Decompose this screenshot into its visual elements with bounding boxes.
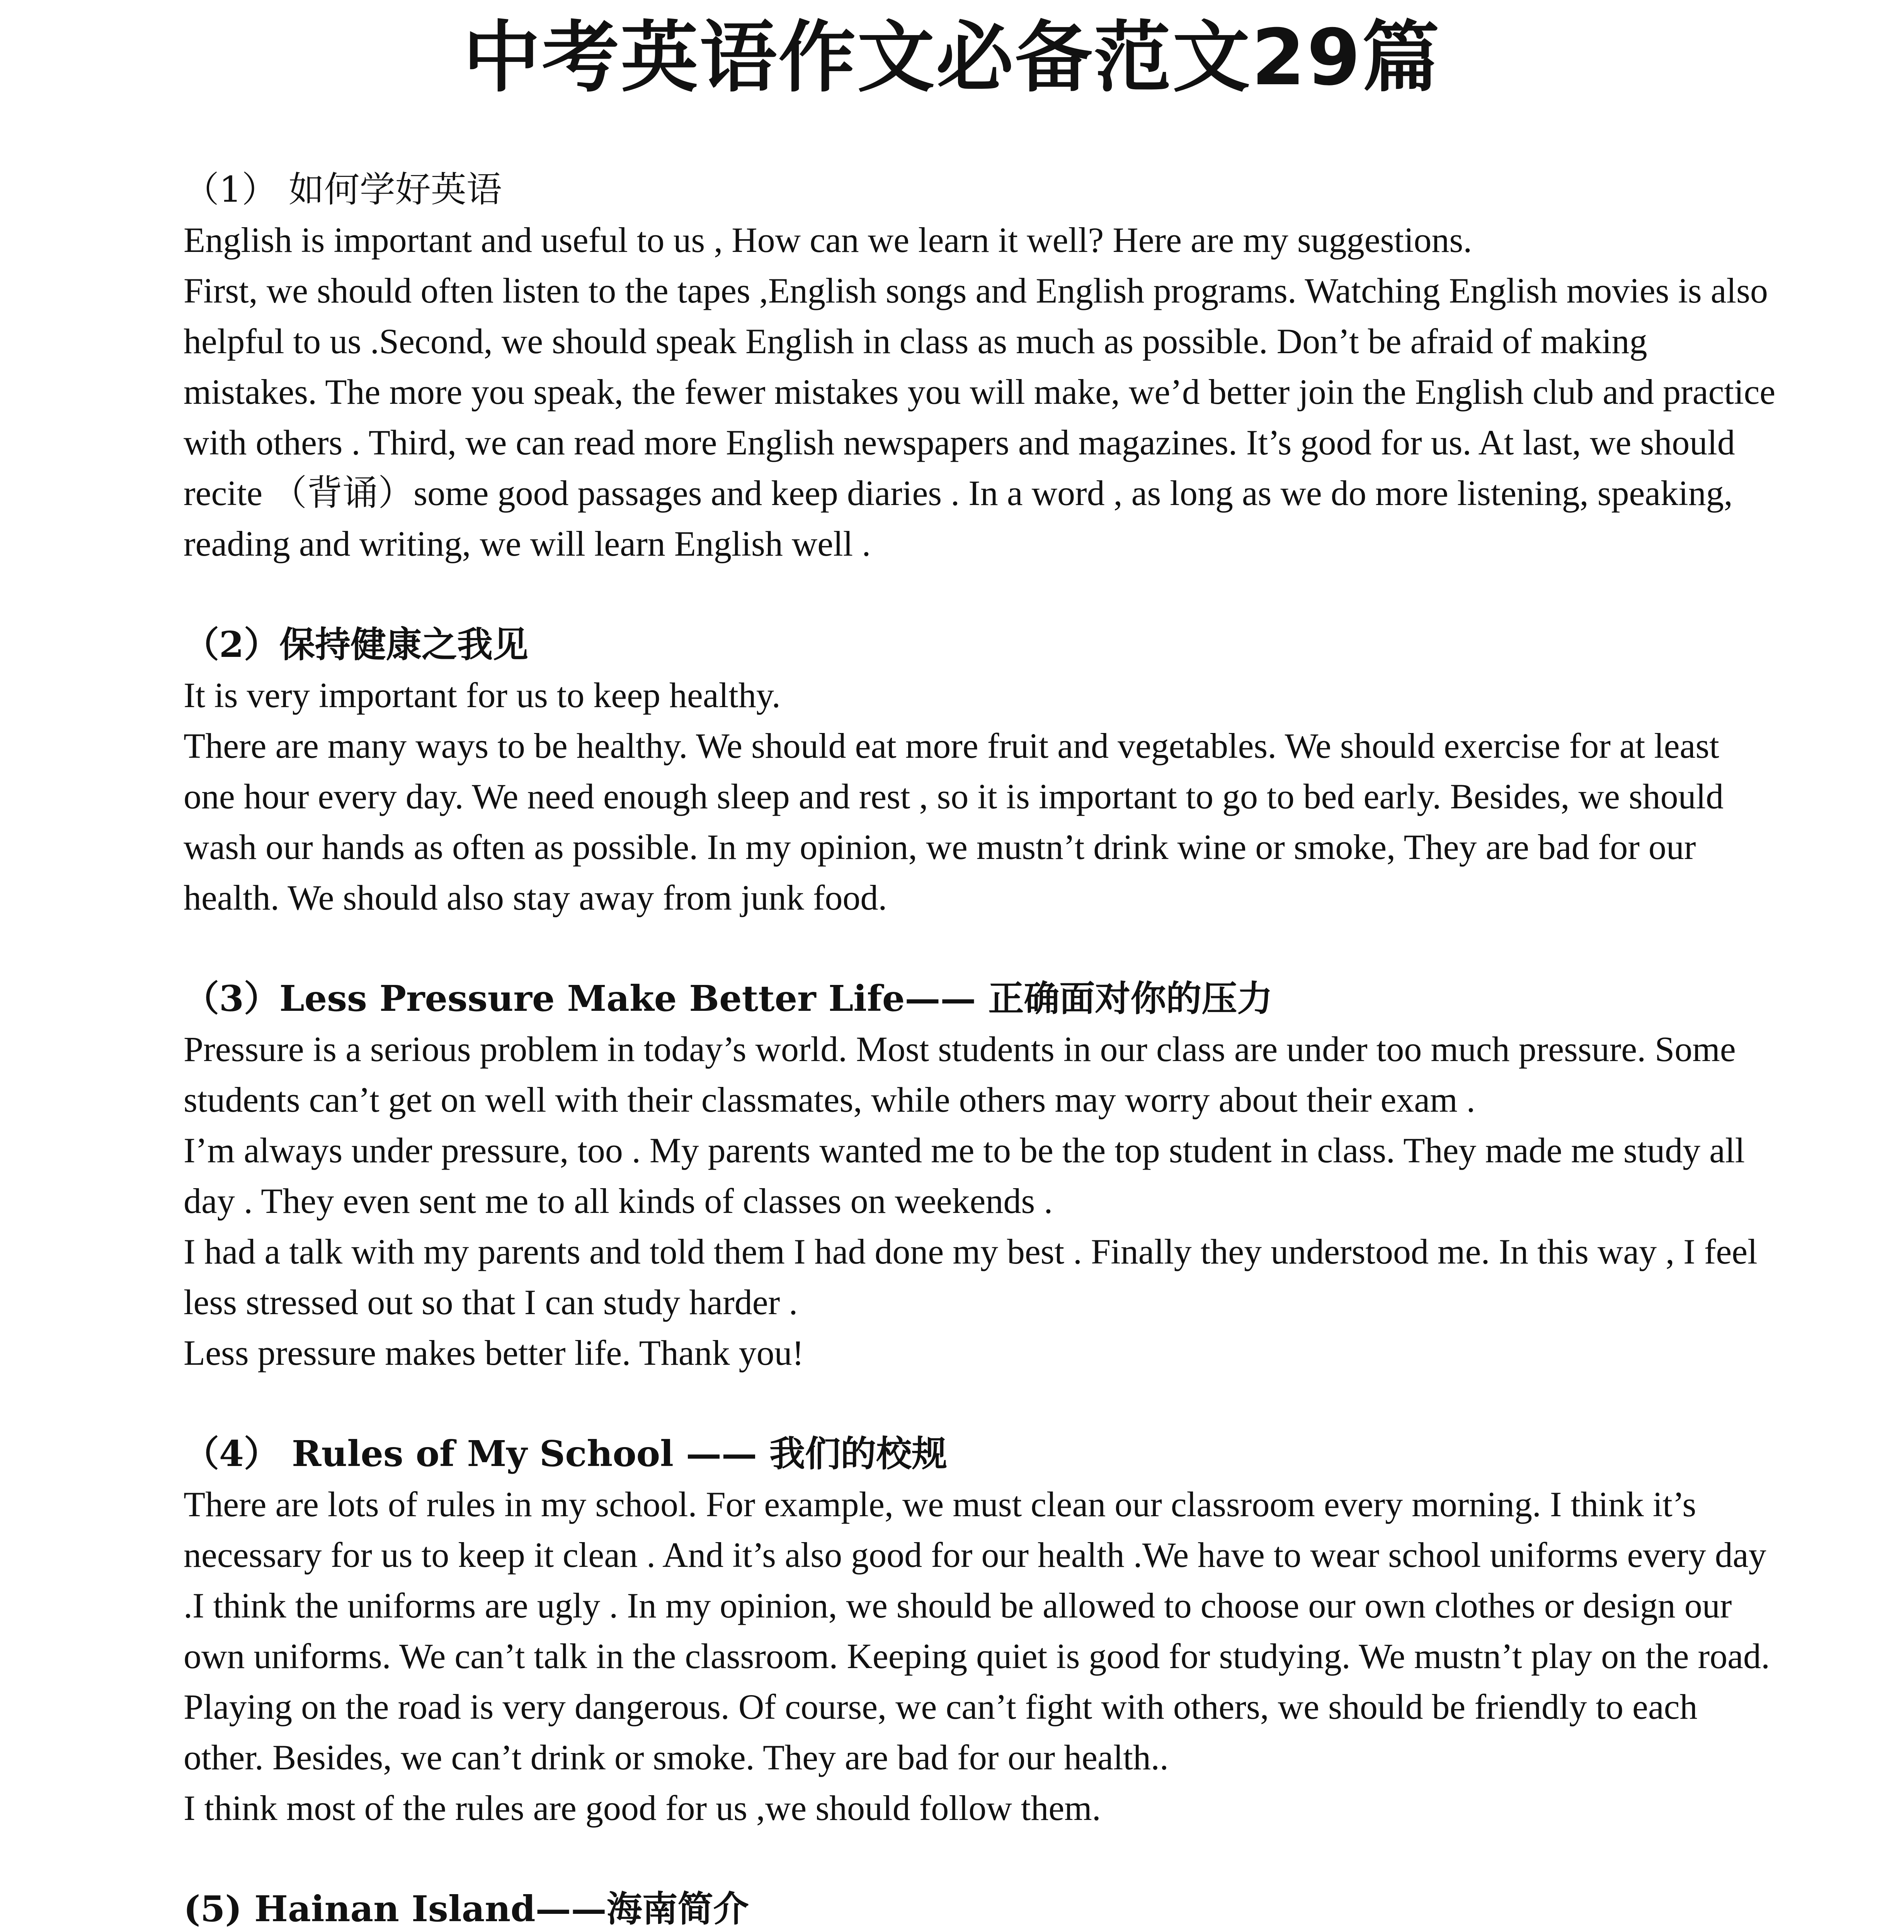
essay-section-1: [184, 164, 1776, 569]
section-heading: (5) Hainan Island——海南简介: [184, 1888, 749, 1930]
paragraph: Pressure is a serious problem in today’s world. Most students in our class are under too much pressure. Some students can’t get on well with their classmates, while others may worry about their exam .: [184, 1029, 1736, 1119]
paragraph: Less pressure makes better life. Thank you!: [184, 1333, 804, 1372]
essay-section-4: [184, 1429, 1776, 1833]
essay-section-3: [184, 973, 1776, 1378]
essay-section-2: [184, 619, 1776, 923]
paragraph: It is very important for us to keep healthy.: [184, 675, 781, 715]
paragraph: I had a talk with my parents and told them I had done my best . Finally they understood me. In this way , I feel less stressed out so that I can study harder .: [184, 1232, 1758, 1322]
paragraph: English is important and useful to us , How can we learn it well? Here are my suggestions.: [184, 220, 1472, 260]
section-heading: （1） 如何学好英语: [184, 169, 502, 210]
paragraph: First, we should often listen to the tapes ,English songs and English programs. Watching English movies is also helpful to us .Second, we should speak English in class as much as possible. Don’t be afraid of making mistakes. The more you speak, the fewer mistakes you will make, we’d better join the English club and practice with others . Third, we can read more English newspapers and magazines. It’s good for us. At last, we should recite （背诵）some good passages and keep diaries . In a word , as long as we do more listening, speaking, reading and writing, we will learn English well .: [184, 271, 1776, 563]
paragraph: I’m always under pressure, too . My parents wanted me to be the top student in class. They made me study all day . They even sent me to all kinds of classes on weekends .: [184, 1131, 1745, 1221]
document-body: [184, 164, 1776, 1932]
essay-section-5: [184, 1884, 1776, 1932]
section-heading: （3）Less Pressure Make Better Life—— 正确面对你的压力: [184, 978, 1273, 1019]
paragraph: I think most of the rules are good for us ,we should follow them.: [184, 1788, 1101, 1828]
paragraph: There are lots of rules in my school. For example, we must clean our classroom every morning. I think it’s necessary for us to keep it clean . And it’s also good for our health .We have to wear school uniforms every day .I think the uniforms are ugly . In my opinion, we should be allowed to choose our own clothes or design our own uniforms. We can’t talk in the classroom. Keeping quiet is good for studying. We mustn’t play on the road. Playing on the road is very dangerous. Of course, we can’t fight with others, we should be friendly to each other. Besides, we can’t drink or smoke. They are bad for our health..: [184, 1485, 1770, 1777]
section-heading: （4） Rules of My School —— 我们的校规: [184, 1433, 948, 1475]
paragraph: There are many ways to be healthy. We should eat more fruit and vegetables. We should exercise for at least one hour every day. We need enough sleep and rest , so it is important to go to bed early. Besides, we should wash our hands as often as possible. In my opinion, we mustn’t drink wine or smoke, They are bad for our health. We should also stay away from junk food.: [184, 726, 1724, 917]
document-title: 中考英语作文必备范文29篇: [463, 13, 1441, 103]
section-heading: （2）保持健康之我见: [184, 624, 529, 665]
